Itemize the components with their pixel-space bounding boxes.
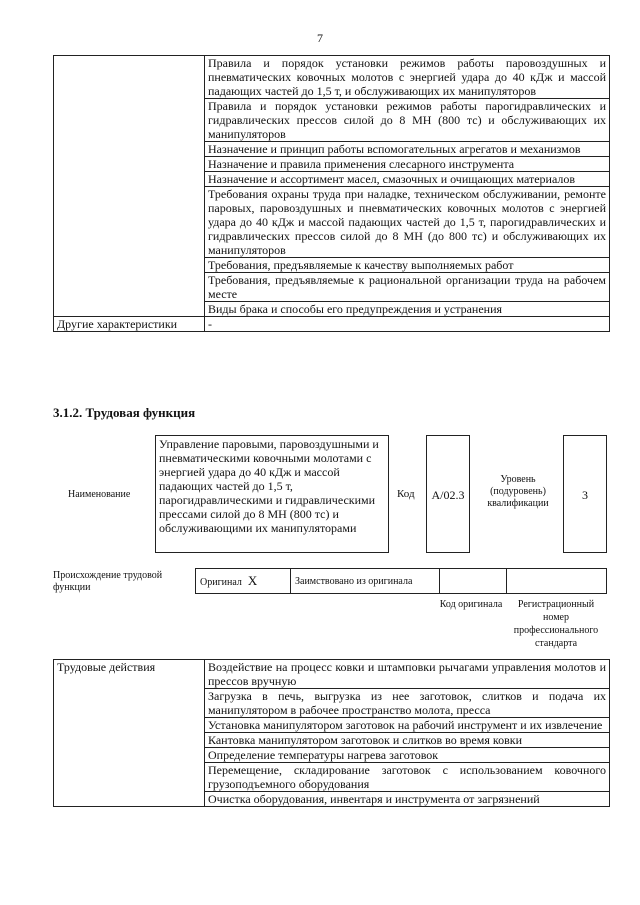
other-characteristics-value: - [205, 317, 610, 332]
table-cell: Правила и порядок установки режимов работы парогидравлических и гидравлических прессов силой до 8 МН (800 тс) и обслуживающих их манипуляторов [205, 99, 610, 142]
table-cell: Назначение и принцип работы вспомогательных агрегатов и механизмов [205, 142, 610, 157]
table-cell: Виды брака и способы его предупреждения и устранения [205, 302, 610, 317]
original-mark: X [247, 573, 258, 588]
table-cell: Требования, предъявляемые к рациональной организации труда на рабочем месте [205, 273, 610, 302]
page-number: 7 [317, 31, 323, 45]
other-characteristics-label: Другие характеристики [54, 317, 205, 332]
table-cell: Требования, предъявляемые к качеству выполняемых работ [205, 258, 610, 273]
table-cell: Кантовка манипулятором заготовок и слитков во время ковки [205, 733, 610, 748]
table-cell: Установка манипулятором заготовок на рабочий инструмент и их извлечение [205, 718, 610, 733]
borrowed-cell: Заимствовано из оригинала [291, 569, 440, 594]
table-cell: Перемещение, складирование заготовок с использованием ковочного грузоподъемного оборудования [205, 763, 610, 792]
table-row [196, 569, 607, 594]
table-row [54, 660, 610, 689]
table-cell: Определение температуры нагрева заготовок [205, 748, 610, 763]
table-label-cell [54, 56, 205, 317]
function-code-value: А/02.3 [426, 435, 470, 553]
qualification-level-label: Уровень (подуровень) квалификации [487, 474, 549, 509]
knowledge-table [53, 55, 610, 332]
section-title: 3.1.2. Трудовая функция [53, 405, 196, 420]
code-original-label: Код оригинала [439, 599, 503, 610]
qualification-level-value: 3 [563, 435, 607, 553]
function-name-value: Управление паровыми, паровоздушными и пневматическими ковочными молотами с энергией удара до 40 кДж и массой падающих частей до 1,5 т, парогидравлическими и гидравлическими прессами силой до 8 МН (800 тс) и обслуживающими их манипуляторами [155, 435, 389, 553]
table-cell: Очистка оборудования, инвентаря и инструмента от загрязнений [205, 792, 610, 807]
registration-number-label: Регистрационный номер профессионального стандарта [513, 599, 599, 649]
table-row [54, 317, 610, 332]
original-label: Оригинал [200, 577, 242, 588]
table-cell: Назначение и правила применения слесарного инструмента [205, 157, 610, 172]
registration-number-cell [507, 569, 607, 594]
table-row [54, 56, 610, 99]
origin-table [195, 568, 607, 594]
code-original-cell [440, 569, 507, 594]
origin-label: Происхождение трудовой функции [53, 570, 163, 593]
table-cell: Правила и порядок установки режимов работы паровоздушных и пневматических ковочных молотов с энергией удара до 40 кДж и массой падающих частей до 1,5 т, и обслуживающих их манипуляторов [205, 56, 610, 99]
table-cell: Загрузка в печь, выгрузка из нее заготовок, слитков и подача их манипулятором в рабочее пространство молота, пресса [205, 689, 610, 718]
table-cell: Воздействие на процесс ковки и штамповки рычагами управления молотов и прессов вручную [205, 660, 610, 689]
table-cell: Требования охраны труда при наладке, техническом обслуживании, ремонте паровых, паровоздушных и пневматических ковочных молотов с энергией удара до 40 кДж и массой падающих частей до 1,5 т, парогидравлических и гидравлических прессов силой до 8 МН (до 800 тс) и обслуживающих их манипуляторов [205, 187, 610, 258]
labor-actions-table [53, 659, 610, 807]
labor-actions-label: Трудовые действия [54, 660, 205, 807]
function-code-label: Код [397, 488, 415, 500]
table-cell: Назначение и ассортимент масел, смазочных и очищающих материалов [205, 172, 610, 187]
original-cell [196, 569, 291, 594]
function-name-label: Наименование [68, 489, 131, 500]
